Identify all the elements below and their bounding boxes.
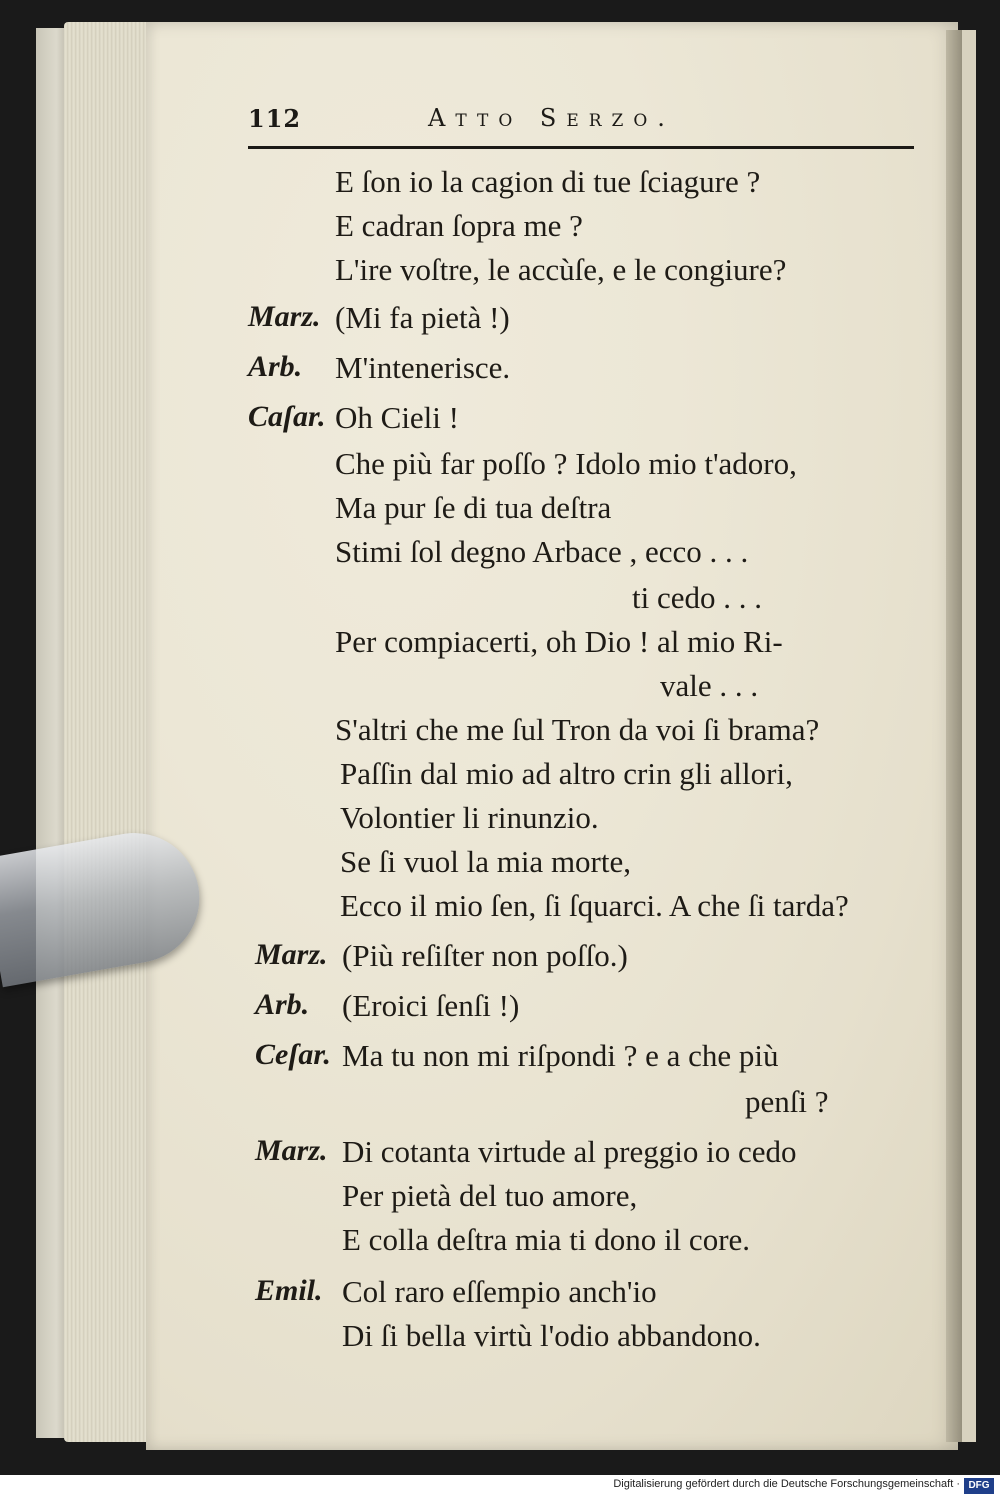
page-stack xyxy=(64,22,154,1442)
speaker-label: Ceſar. xyxy=(255,1038,331,1071)
facing-page-edge xyxy=(962,30,976,1442)
verse-line: Di cotanta virtude al preggio io cedo xyxy=(342,1134,797,1169)
running-head: Atto Serzo. xyxy=(428,104,675,132)
speaker-label: Marz. xyxy=(248,300,321,333)
speaker-label: Arb. xyxy=(255,988,310,1021)
verse-line: E colla deſtra mia ti dono il core. xyxy=(342,1222,751,1257)
speaker-label: Arb. xyxy=(248,350,303,383)
verse-line: Ma tu non mi riſpondi ? e a che più xyxy=(342,1038,779,1073)
verse-line: (Più reſiſter non poſſo.) xyxy=(342,938,628,973)
verse-line: L'ire voſtre, le accùſe, e le congiure? xyxy=(335,252,787,287)
verse-line: Volontier li rinunzio. xyxy=(340,800,599,835)
dfg-logo: DFG xyxy=(964,1478,994,1494)
verse-line: penſi ? xyxy=(745,1084,829,1119)
speaker-label: Caſar. xyxy=(248,400,326,433)
verse-line: S'altri che me ſul Tron da voi ſi brama? xyxy=(335,712,820,747)
verse-line: vale . . . xyxy=(660,668,759,703)
verse-line: Ecco il mio ſen, ſi ſquarci. A che ſi tarda? xyxy=(340,888,849,923)
verse-line: Per pietà del tuo amore, xyxy=(342,1178,638,1213)
speaker-label: Marz. xyxy=(255,938,328,971)
verse-line: Oh Cieli ! xyxy=(335,400,459,435)
verse-line: Per compiacerti, oh Dio ! al mio Ri- xyxy=(335,624,783,659)
verse-line: Se ſi vuol la mia morte, xyxy=(340,844,632,879)
verse-line: Che più far poſſo ? Idolo mio t'adoro, xyxy=(335,446,797,481)
verse-line: M'intenerisce. xyxy=(335,350,511,385)
speaker-label: Marz. xyxy=(255,1134,328,1167)
verse-line: Di ſi bella virtù l'odio abbandono. xyxy=(342,1318,761,1353)
verse-line: Ma pur ſe di tua deſtra xyxy=(335,490,612,525)
page-header xyxy=(248,104,916,144)
speaker-label: Emil. xyxy=(255,1274,323,1307)
funding-credit: Digitalisierung gefördert durch die Deutsche Forschungsgemeinschaft · xyxy=(613,1478,960,1490)
verse-line: ti cedo . . . xyxy=(632,580,762,615)
verse-line: E ſon io la cagion di tue ſciagure ? xyxy=(335,164,761,199)
page-number: 112 xyxy=(248,104,302,133)
verse-line: (Mi fa pietà !) xyxy=(335,300,510,335)
header-rule xyxy=(248,146,914,149)
verse-line: Col raro eſſempio anch'io xyxy=(342,1274,657,1309)
footer-bar xyxy=(0,1475,1000,1498)
verse-line: Stimi ſol degno Arbace , ecco . . . xyxy=(335,534,749,569)
verse-line: Paſſin dal mio ad altro crin gli allori, xyxy=(340,756,793,791)
verse-line: E cadran ſopra me ? xyxy=(335,208,583,243)
verse-line: (Eroici ſenſi !) xyxy=(342,988,520,1023)
